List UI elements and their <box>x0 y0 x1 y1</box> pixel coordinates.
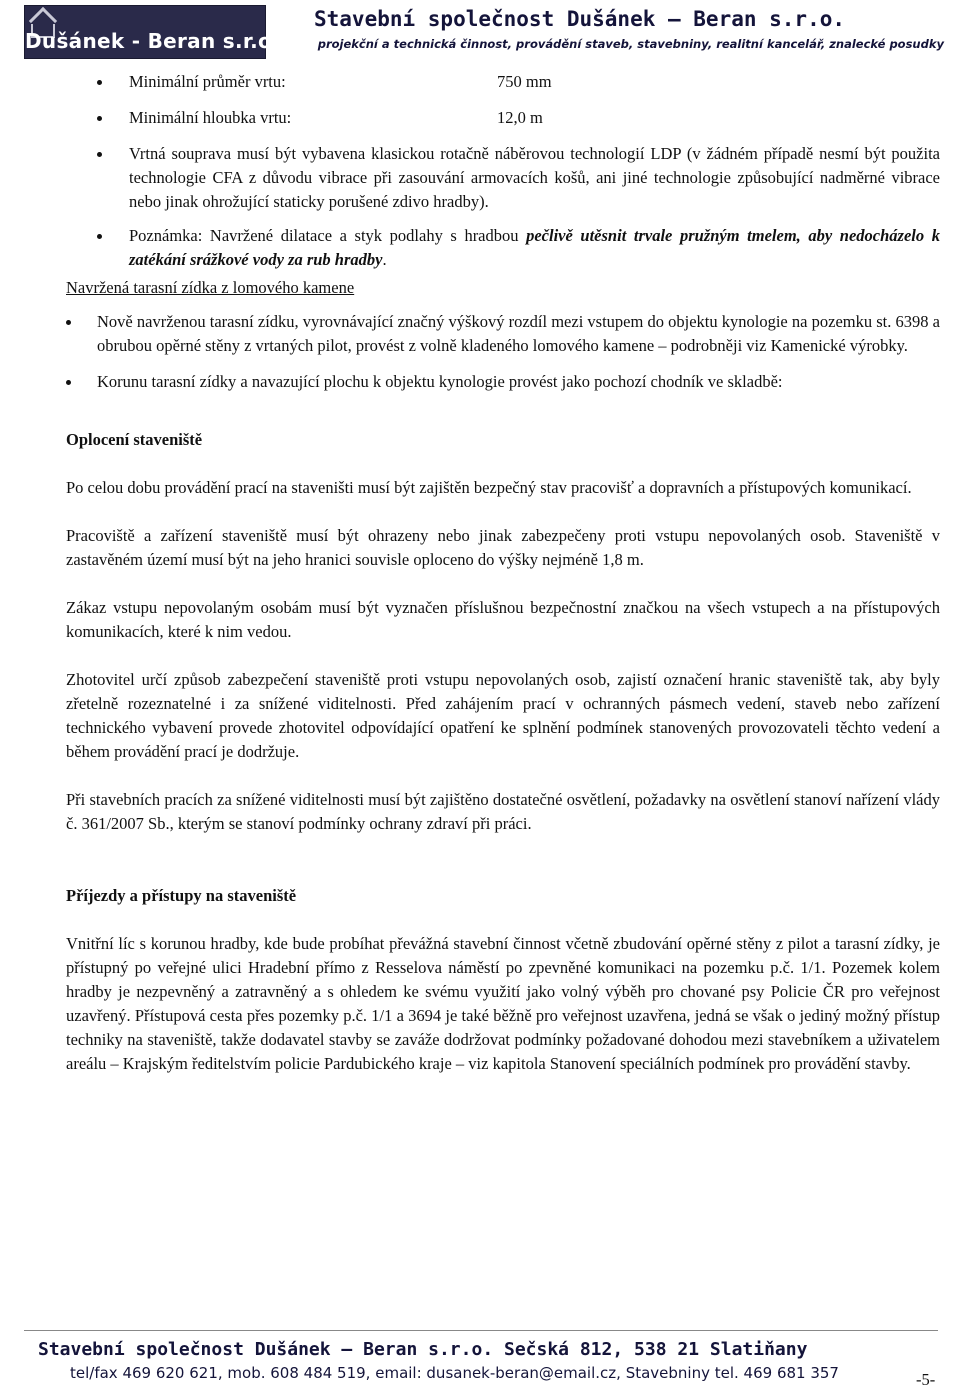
spec-item <box>66 106 940 130</box>
bullet-icon <box>97 234 102 239</box>
wall-list <box>66 310 940 394</box>
fence-paragraph: Zhotovitel určí způsob zabezpečení staveniště proti vstupu nepovolaných osob, zajistí označení hranic staveniště tak, aby byly zřetelně rozeznatelné i za snížené viditelnosti. Před zahájením prací v ochranných pásmech vedení, staveb nebo zařízení technického vybavení provede zhotovitel odpovídající opatření ke splnění podmínek stanovených provozovateli těchto vedení a během provádění prací je dodržuje. <box>66 670 940 761</box>
fence-paragraph: Po celou dobu provádění prací na staveništi musí být zajištěn bezpečný stav pracovišť a dopravních a přístupových komunikací. <box>66 478 912 497</box>
spec-list <box>66 70 940 272</box>
spec-item <box>66 70 940 94</box>
spec-label: Minimální hloubka vrtu: <box>129 108 292 127</box>
bullet-icon <box>97 80 102 85</box>
footer-address: Stavební společnost Dušánek – Beran s.r.o. Sečská 812, 538 21 Slatiňany <box>38 1339 808 1360</box>
note-emphasis: pečlivě utěsnit trvale pružným tmelem, aby nedocházelo k zatékání srážkové vody za rub hradby <box>129 226 940 269</box>
spec-value: 12,0 m <box>497 108 543 127</box>
wall-bullet-text: Nově navrženou tarasní zídku, vyrovnávající značný výškový rozdíl mezi vstupem do objektu kynologie na pozemku st. 6398 a obrubou opěrné stěny z vrtaných pilot, provést z volně kladeného lomového kamene – podrobněji viz Kamenické výrobky. <box>97 312 940 355</box>
list-item <box>66 224 940 272</box>
drilling-requirement-text: Vrtná souprava musí být vybavena klasickou rotačně náběrovou technologií LDP (v žádném případě nesmí být použita technologie CFA z důvodu vibrace při zasouvání armovacích košů, ani jiné technologie způsobující nadměrné vibrace nebo jinak ohrožující staticky porušené zdivo hradby). <box>129 144 940 211</box>
section-heading-fence: Oplocení staveniště <box>66 430 203 449</box>
wall-bullet-text: Korunu tarasní zídky a navazující plochu k objektu kynologie provést jako pochozí chodník ve skladbě: <box>97 372 783 391</box>
fence-paragraph: Pracoviště a zařízení staveniště musí být ohrazeny nebo jinak zabezpečeny proti vstupu nepovolaných osob. Staveniště v zastavěném území musí být na jeho hranici souvisle oploceno do výšky nejméně 1,8 m. <box>66 526 940 569</box>
bullet-icon <box>97 116 102 121</box>
page-header <box>0 0 960 62</box>
page-footer <box>24 1330 938 1382</box>
note-prefix: Poznámka: Navržené dilatace a styk podlahy s hradbou <box>129 226 527 245</box>
company-title: Stavební společnost Dušánek – Beran s.r.o. <box>314 7 846 31</box>
company-logo <box>24 5 280 59</box>
bullet-icon <box>97 152 102 157</box>
company-tagline: projekční a technická činnost, provádění staveb, stavebniny, realitní kancelář, znalecké posudky <box>317 37 944 51</box>
document-body <box>66 66 940 1076</box>
note-suffix: . <box>382 250 387 269</box>
fence-paragraph: Při stavebních pracích za snížené viditelnosti musí být zajištěno dostatečné osvětlení, požadavky na osvětlení stanoví nařízení vlády č. 361/2007 Sb., kterým se stanoví podmínky ochrany zdraví při práci. <box>66 790 940 833</box>
footer-contacts: tel/fax 469 620 621, mob. 608 484 519, email: dusanek-beran@email.cz, Stavebniny tel. 469 681 357 <box>70 1364 839 1382</box>
spec-value: 750 mm <box>497 72 552 91</box>
list-item <box>66 310 940 358</box>
section-heading-wall: Navržená tarasní zídka z lomového kamene <box>66 278 355 297</box>
spec-label: Minimální průměr vrtu: <box>129 72 286 91</box>
logo-text: Dušánek - Beran s.r.o. <box>25 29 280 53</box>
access-paragraph: Vnitřní líc s korunou hradby, kde bude probíhat převážná stavební činnost včetně zbudování opěrné stěny z pilot a tarasní zídky, je přístupný po veřejné ulici Hradební přímo z Resselova náměstí po zpevněné komunikaci na pozemku p.č. 1/1. Pozemek kolem hradby je nezpevněný a zatravněný a s ohledem ke svému využití jako volný výběh pro chované psy Policie ČR pro veřejnost uzavřený. Přístupová cesta přes pozemky p.č. 1/1 a 3694 je také běžně pro veřejnost uzavřena, jedná se však o jediný možný přístup techniky na staveniště, takže dodavatel stavby se zaváže dodržovat podmínky požadované dohodou mezi stavebníkem a uživatelem areálu – Krajským ředitelstvím policie Pardubického kraje – viz kapitola Stanovení speciálních podmínek pro provádění stavby. <box>66 934 940 1073</box>
list-item <box>66 142 940 214</box>
section-heading-access: Příjezdy a přístupy na staveniště <box>66 886 297 905</box>
bullet-icon <box>66 320 71 325</box>
page-number: -5- <box>916 1370 936 1389</box>
list-item <box>66 370 940 394</box>
fence-paragraph: Zákaz vstupu nepovolaným osobám musí být vyznačen příslušnou bezpečnostní značkou na všech vstupech a na přístupových komunikacích, které k nim vedou. <box>66 598 940 641</box>
bullet-icon <box>66 380 71 385</box>
